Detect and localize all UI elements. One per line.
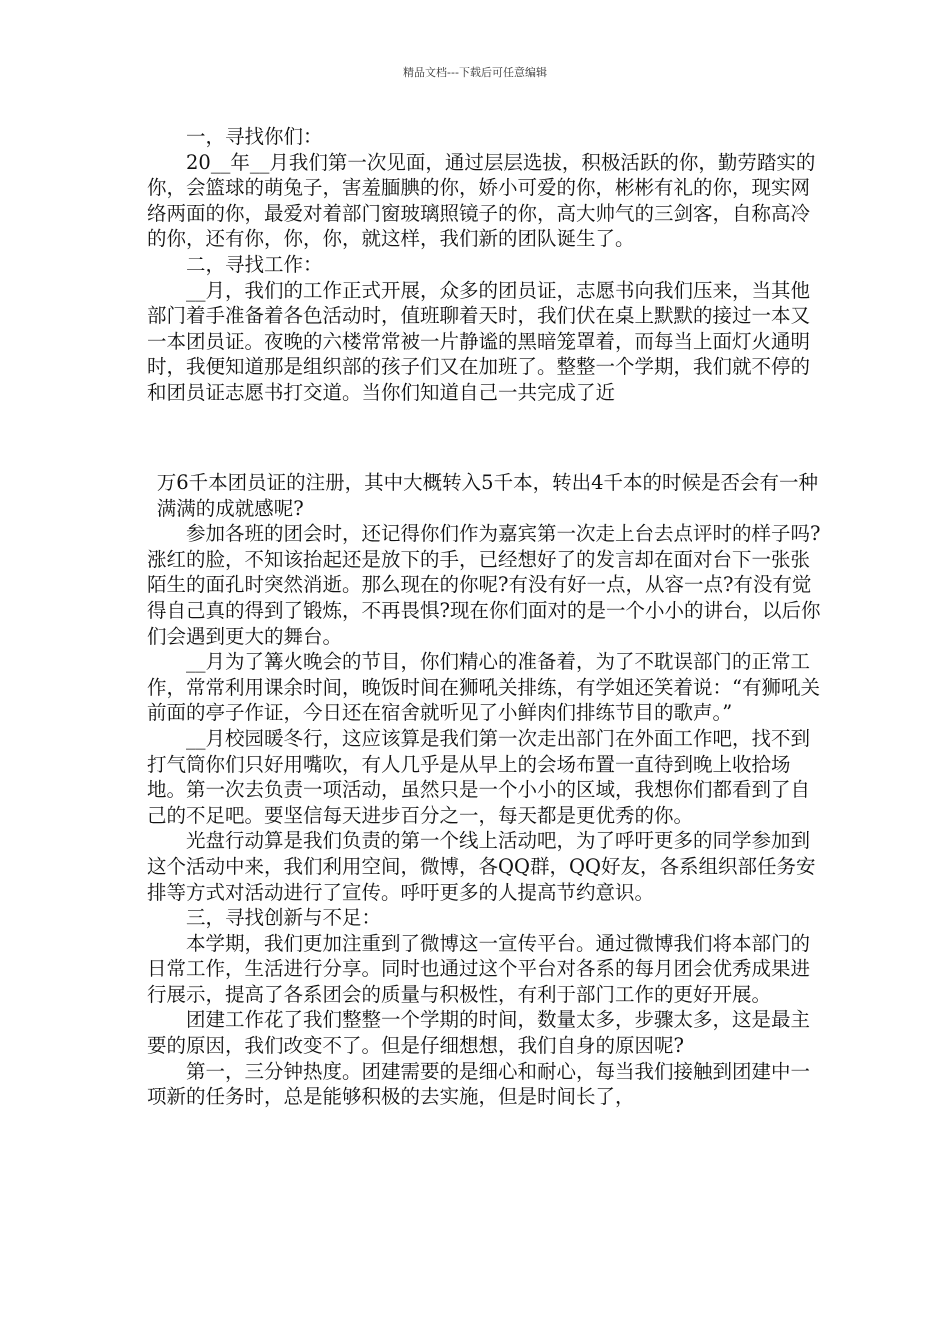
- section-heading-innovation: 三，寻找创新与不足：: [186, 906, 382, 930]
- paragraph: 本学期，我们更加注重到了微博这一宣传平台。通过微博我们将本部门的日常工作，生活进行分享。同时也通过这个平台对各系的每月团会优秀成果进行展示，提高了各系团会的质量与积极性，有利于部门工作的更好开展。: [147, 931, 811, 1006]
- paragraph: 团建工作花了我们整整一个学期的时间，数量太多，步骤太多，这是最主要的原因，我们改变不了。但是仔细想想，我们自身的原因呢?: [147, 1008, 811, 1058]
- paragraph-continuation: 万6千本团员证的注册，其中大概转入5千本，转出4千本的时候是否会有一种满满的成就感呢?: [156, 471, 818, 520]
- page-header: 精品文档---下载后可任意编辑: [403, 66, 547, 79]
- document-body-top: [147, 124, 827, 406]
- paragraph: __月校园暖冬行，这应该算是我们第一次走出部门在外面工作吧，找不到打气筒你们只好用嘴吹，有人几乎是从早上的会场布置一直待到晚上收拾场地。第一次去负责一项活动，虽然只是一个小小的区域，我想你们都看到了自己的不足吧。要坚信每天进步百分之一，每天都是更优秀的你。: [147, 726, 811, 827]
- paragraph: 光盘行动算是我们负责的第一个线上活动吧，为了呼吁更多的同学参加到这个活动中来，我们利用空间，微博，各QQ群，QQ好友，各系组织部任务安排等方式对活动进行了宣传。呼吁更多的人提高节约意识。: [147, 829, 816, 904]
- document-body-bottom: [147, 470, 827, 1110]
- paragraph: 20__年__月我们第一次见面，通过层层选拔，积极活跃的你，勤劳踏实的你，会篮球的萌兔子，害羞腼腆的你，娇小可爱的你，彬彬有礼的你，现实网络两面的你，最爱对着部门窗玻璃照镜子的你，高大帅气的三剑客，自称高冷的你，还有你，你，你，就这样，我们新的团队诞生了。: [147, 150, 816, 251]
- paragraph: 第一，三分钟热度。团建需要的是细心和耐心，每当我们接触到团建中一项新的任务时，总是能够积极的去实施，但是时间长了，: [147, 1059, 811, 1109]
- section-heading-find-you: 一，寻找你们：: [186, 125, 323, 148]
- paragraph: __月为了篝火晚会的节目，你们精心的准备着，为了不耽误部门的正常工作，常常利用课余时间，晚饭时间在狮吼关排练，有学姐还笑着说：“有狮吼关前面的亭子作证，今日还在宿舍就听见了小鲜肉们排练节目的歌声。”: [147, 650, 820, 725]
- section-heading-find-work: 二，寻找工作：: [186, 252, 323, 276]
- paragraph: __月，我们的工作正式开展，众多的团员证，志愿书向我们压来，当其他部门着手准备着各色活动时，值班聊着天时，我们伏在桌上默默的接过一本又一本团员证。夜晚的六楼常常被一片静谧的黑暗笼罩着，而每当上面灯火通明时，我便知道那是组织部的孩子们又在加班了。整整一个学期，我们就不停的和团员证志愿书打交道。当你们知道自己一共完成了近: [147, 278, 811, 404]
- paragraph: 参加各班的团会时，还记得你们作为嘉宾第一次走上台去点评时的样子吗?涨红的脸，不知该抬起还是放下的手，已经想好了的发言却在面对台下一张张陌生的面孔时突然消逝。那么现在的你呢?有没有好一点，从容一点?有没有觉得自己真的得到了锻炼，不再畏惧?现在你们面对的是一个小小的讲台，以后你们会遇到更大的舞台。: [147, 522, 821, 648]
